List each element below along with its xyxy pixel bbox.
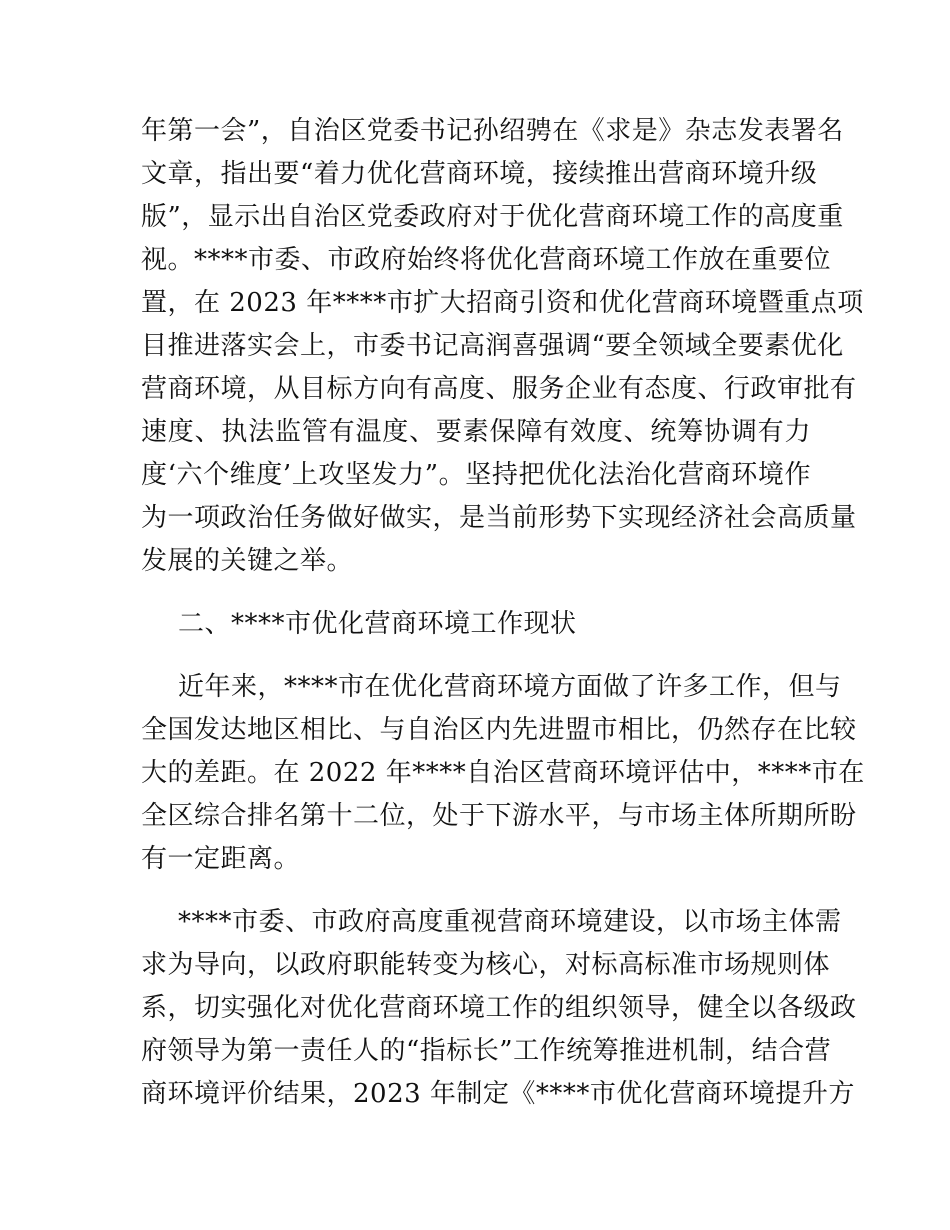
paragraph-line: ****市委、市政府高度重视营商环境建设，以市场主体需: [178, 907, 842, 937]
paragraph-line: 营商环境，从目标方向有高度、服务企业有态度、行政审批有: [141, 374, 857, 404]
paragraph-line: 全区综合排名第十二位，处于下游水平，与市场主体所期所盼: [141, 801, 857, 831]
paragraph-line: 度‘六个维度’上攻坚发力”。坚持把优化法治化营商环境作: [141, 460, 811, 490]
paragraph-line: 大的差距。在 2022 年****自治区营商环境评估中，****市在: [141, 758, 865, 788]
paragraph-line: 求为导向，以政府职能转变为核心，对标高标准市场规则体: [141, 950, 831, 980]
paragraph-line: 视。****市委、市政府始终将优化营商环境工作放在重要位: [141, 245, 832, 275]
paragraph-line: 年第一会”，自治区党委书记孙绍骋在《求是》杂志发表署名: [141, 116, 844, 146]
paragraph-line: 近年来，****市在优化营商环境方面做了许多工作，但与: [178, 672, 842, 702]
paragraph-line: 版”，显示出自治区党委政府对于优化营商环境工作的高度重: [141, 202, 844, 232]
section-heading: 二、****市优化营商环境工作现状: [178, 609, 577, 639]
paragraph-line: 置，在 2023 年****市扩大招商引资和优化营商环境暨重点项: [141, 288, 864, 318]
paragraph-line: 府领导为第一责任人的“指标长”工作统筹推进机制，结合营: [141, 1036, 832, 1066]
paragraph-line: 目推进落实会上，市委书记高润喜强调“要全领域全要素优化: [141, 331, 844, 361]
paragraph-line: 有一定距离。: [141, 844, 301, 874]
paragraph-line: 全国发达地区相比、与自治区内先进盟市相比，仍然存在比较: [141, 715, 857, 745]
paragraph-line: 系，切实强化对优化营商环境工作的组织领导，健全以各级政: [141, 993, 857, 1023]
document-body: [141, 110, 865, 1116]
paragraph-line: 发展的关键之举。: [141, 546, 354, 576]
paragraph-2: [141, 666, 865, 881]
paragraph-line: 为一项政治任务做好做实，是当前形势下实现经济社会高质量: [141, 503, 857, 533]
paragraph-line: 商环境评价结果，2023 年制定《****市优化营商环境提升方: [141, 1079, 855, 1109]
paragraph-gap: [141, 881, 811, 901]
paragraph-3: [141, 901, 857, 1116]
paragraph-line: 速度、执法监管有温度、要素保障有效度、统筹协调有力: [141, 417, 811, 447]
paragraph-gap: [141, 583, 811, 603]
paragraph-1: [141, 110, 864, 583]
paragraph-line: 文章，指出要“着力优化营商环境，接续推出营商环境升级: [141, 159, 818, 189]
paragraph-gap: [141, 646, 811, 666]
